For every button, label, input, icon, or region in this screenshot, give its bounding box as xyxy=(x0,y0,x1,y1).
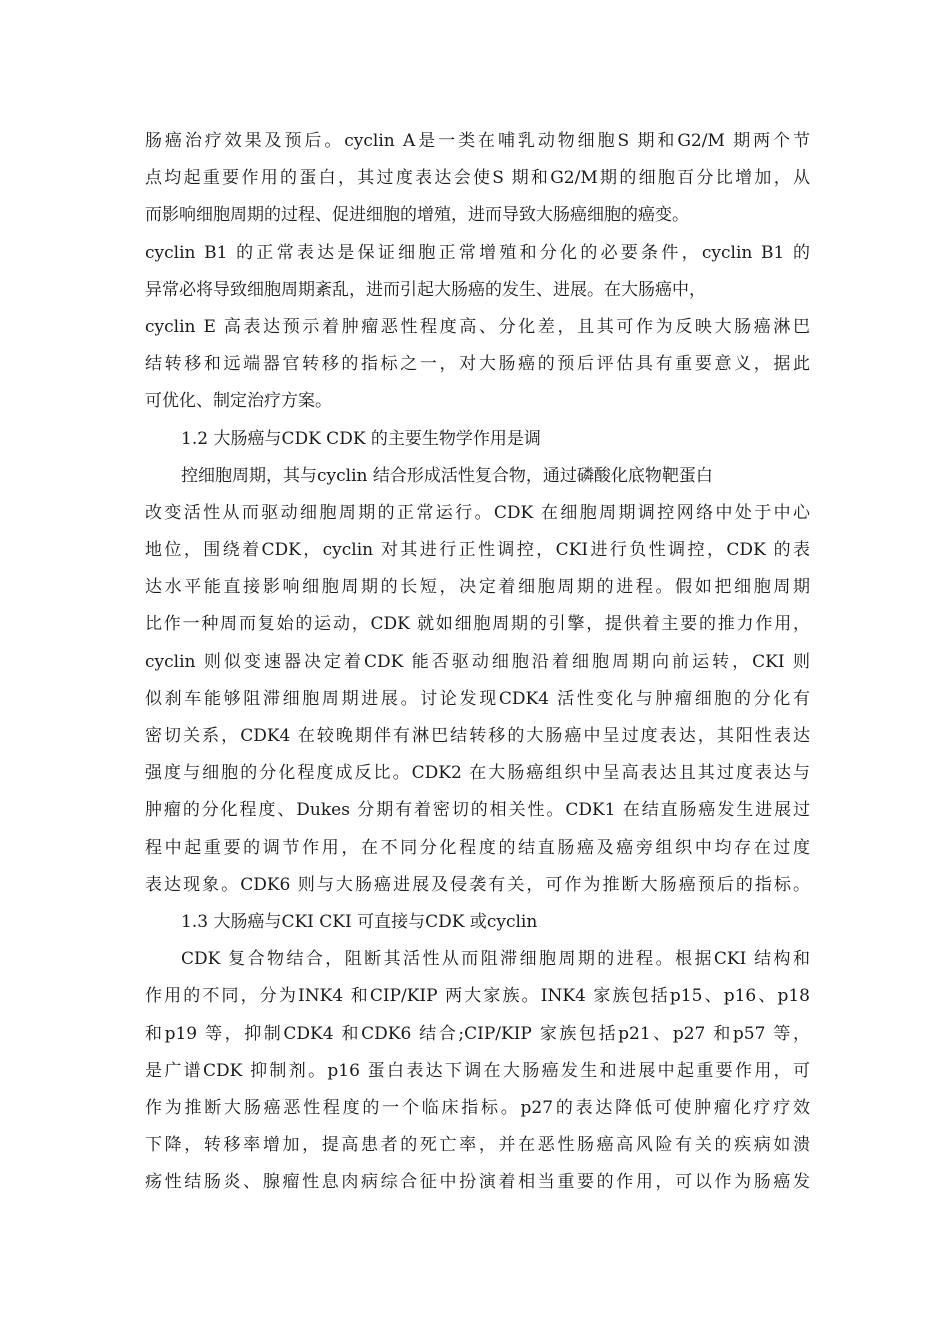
text-line: 密切关系，CDK4 在较晚期伴有淋巴结转移的大肠癌中呈过度表达，其阳性表达 xyxy=(145,726,810,746)
text-line: 和p19 等，抑制CDK4 和CDK6 结合;CIP/KIP 家族包括p21、p27 和p57 等， xyxy=(145,1023,810,1044)
text-line: 强度与细胞的分化程度成反比。CDK2 在大肠癌组织中呈高表达且其过度表达与 xyxy=(145,763,810,784)
text-line: 似刹车能够阻滞细胞周期进展。讨论发现CDK4 活性变化与肿瘤细胞的分化有 xyxy=(145,688,810,709)
text-line: 肠癌治疗效果及预后。cyclin A是一类在哺乳动物细胞S 期和G2/M 期两个节 xyxy=(145,131,810,151)
text-line: 作用的不同，分为INK4 和CIP/KIP 两大家族。INK4 家族包括p15、p16、p18 xyxy=(145,986,810,1007)
text-line: 而影响细胞周期的过程、促进细胞的增殖，进而导致大肠癌细胞的癌变。 xyxy=(145,205,689,226)
text-line: 比作一种周而复始的运动，CDK 就如细胞周期的引擎，提供着主要的推力作用， xyxy=(145,614,810,635)
text-line: 改变活性从而驱动细胞周期的正常运行。CDK 在细胞周期调控网络中处于中心 xyxy=(145,502,810,523)
text-line: cyclin B1 的正常表达是保证细胞正常增殖和分化的必要条件，cyclin B1 的 xyxy=(145,242,810,263)
text-line: 程中起重要的调节作用，在不同分化程度的结直肠癌及癌旁组织中均存在过度 xyxy=(145,837,810,858)
text-line: cyclin 则似变速器决定着CDK 能否驱动细胞沿着细胞周期向前运转，CKI 则 xyxy=(145,651,810,672)
body-text xyxy=(145,123,810,1201)
text-line: 疡性结肠炎、腺瘤性息肉病综合征中扮演着相当重要的作用，可以作为肠癌发 xyxy=(145,1172,810,1193)
text-line: 表达现象。CDK6 则与大肠癌进展及侵袭有关，可作为推断大肠癌预后的指标。 xyxy=(145,874,810,895)
text-line: 地位，围绕着CDK，cyclin 对其进行正性调控，CKI进行负性调控，CDK 的表 xyxy=(145,540,810,561)
text-line: 可优化、制定治疗方案。 xyxy=(145,391,332,412)
text-line: 肿瘤的分化程度、Dukes 分期有着密切的相关性。CDK1 在结直肠癌发生进展过 xyxy=(145,800,810,821)
section-heading: 1.2 大肠癌与CDK CDK 的主要生物学作用是调 xyxy=(181,428,541,449)
section-heading: 1.3 大肠癌与CKI CKI 可直接与CDK 或cyclin xyxy=(181,911,538,932)
text-line: 下降，转移率增加，提高患者的死亡率，并在恶性肠癌高风险有关的疾病如溃 xyxy=(145,1135,810,1156)
text-line: CDK 复合物结合，阻断其活性从而阻滞细胞周期的进程。根据CKI 结构和 xyxy=(181,949,810,970)
text-line: 异常必将导致细胞周期紊乱，进而引起大肠癌的发生、进展。在大肠癌中， xyxy=(145,279,706,300)
text-line: 结转移和远端器官转移的指标之一，对大肠癌的预后评估具有重要意义，据此 xyxy=(145,354,810,375)
text-line: 是广谱CDK 抑制剂。p16 蛋白表达下调在大肠癌发生和进展中起重要作用，可 xyxy=(145,1060,810,1081)
text-line: 作为推断大肠癌恶性程度的一个临床指标。p27的表达降低可使肿瘤化疗疗效 xyxy=(145,1097,810,1118)
text-line: cyclin E 高表达预示着肿瘤恶性程度高、分化差，且其可作为反映大肠癌淋巴 xyxy=(145,316,810,337)
text-line: 控细胞周期，其与cyclin 结合形成活性复合物，通过磷酸化底物靶蛋白 xyxy=(181,465,713,486)
text-line: 点均起重要作用的蛋白，其过度表达会使S 期和G2/M期的细胞百分比增加，从 xyxy=(145,168,810,189)
text-line: 达水平能直接影响细胞周期的长短，决定着细胞周期的进程。假如把细胞周期 xyxy=(145,577,810,598)
